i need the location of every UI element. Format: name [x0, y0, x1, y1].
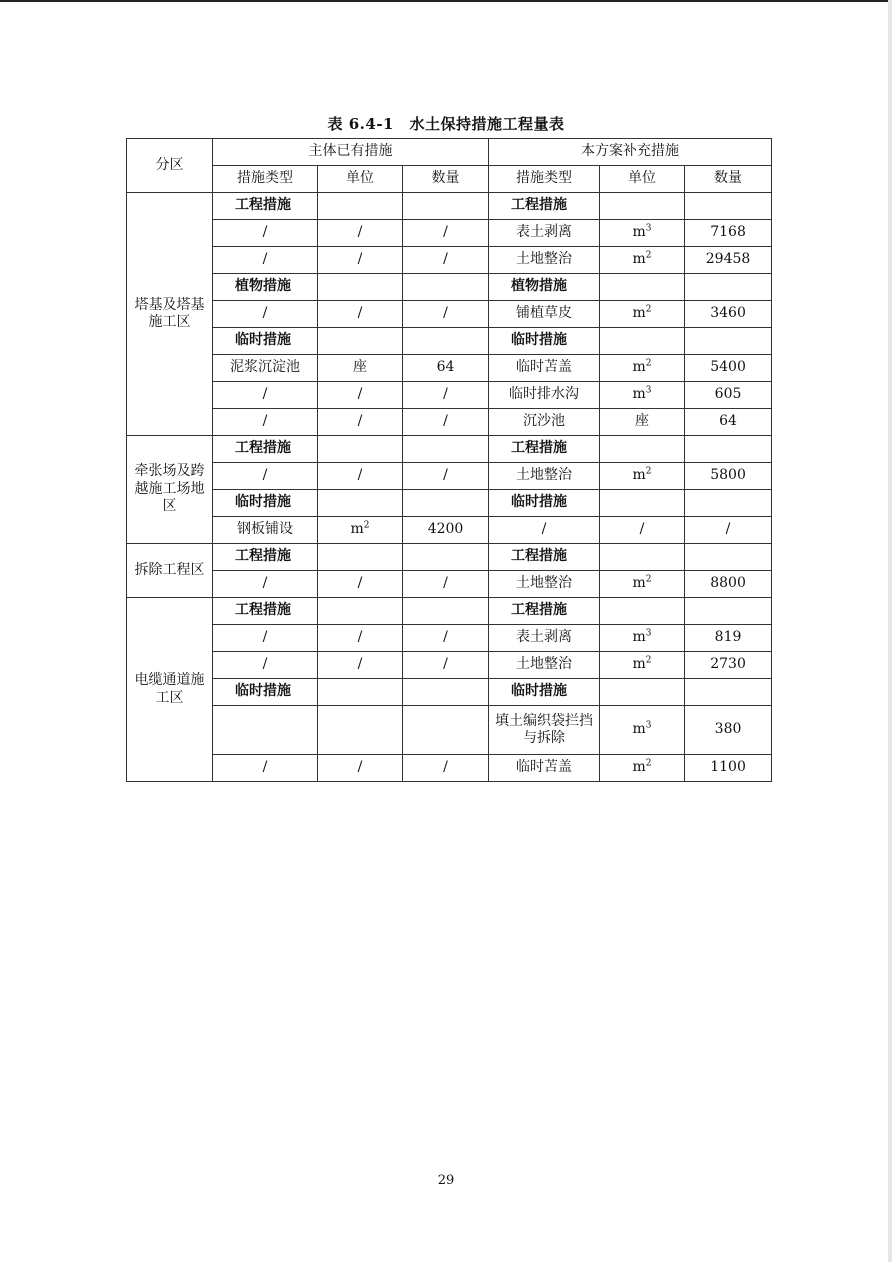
existing-quantity [403, 490, 489, 517]
existing-unit [318, 706, 403, 755]
existing-unit [318, 436, 403, 463]
header-supplement-measures: 本方案补充措施 [489, 139, 772, 166]
table-row [127, 463, 772, 490]
existing-unit: / [318, 409, 403, 436]
supplement-quantity: 1100 [685, 755, 772, 782]
header-supplement-type: 措施类型 [489, 166, 600, 193]
existing-unit [318, 328, 403, 355]
supplement-measure-type: 土地整治 [489, 463, 600, 490]
top-border-line [0, 0, 892, 2]
existing-measure-type: / [213, 409, 318, 436]
supplement-quantity: 2730 [685, 652, 772, 679]
supplement-measure-type: / [489, 517, 600, 544]
table-row [127, 517, 772, 544]
existing-measure-type [213, 706, 318, 755]
zone-name: 牵张场及跨越施工场地区 [127, 436, 213, 544]
supplement-unit [600, 193, 685, 220]
zone-name: 塔基及塔基施工区 [127, 193, 213, 436]
supplement-unit: $m^2$ [600, 355, 685, 382]
supplement-measure-type: 植物措施 [489, 274, 600, 301]
supplement-measure-type: 工程措施 [489, 436, 600, 463]
existing-unit: $m^2$ [318, 517, 403, 544]
existing-measure-type: 临时措施 [213, 679, 318, 706]
existing-unit [318, 544, 403, 571]
header-existing-unit: 单位 [318, 166, 403, 193]
existing-quantity [403, 436, 489, 463]
supplement-quantity [685, 679, 772, 706]
existing-quantity [403, 328, 489, 355]
existing-unit [318, 274, 403, 301]
existing-quantity: / [403, 247, 489, 274]
category-row [127, 598, 772, 625]
header-existing-measures: 主体已有措施 [213, 139, 489, 166]
table-title: 表 6.4-1 水土保持措施工程量表 [327, 115, 565, 133]
table-row [127, 755, 772, 782]
existing-quantity: / [403, 625, 489, 652]
supplement-quantity: 7168 [685, 220, 772, 247]
page-edge-shadow [888, 0, 892, 1262]
supplement-unit [600, 679, 685, 706]
table-row [127, 382, 772, 409]
zone-name: 拆除工程区 [127, 544, 213, 598]
table-body [127, 139, 772, 782]
existing-quantity [403, 706, 489, 755]
existing-quantity [403, 544, 489, 571]
supplement-unit: $m^3$ [600, 382, 685, 409]
table-row [127, 220, 772, 247]
category-row [127, 544, 772, 571]
existing-quantity: / [403, 463, 489, 490]
supplement-quantity: / [685, 517, 772, 544]
supplement-measure-type: 工程措施 [489, 598, 600, 625]
supplement-unit: $m^2$ [600, 301, 685, 328]
existing-measure-type: 临时措施 [213, 328, 318, 355]
existing-unit [318, 490, 403, 517]
supplement-measure-type: 临时措施 [489, 679, 600, 706]
existing-quantity: / [403, 652, 489, 679]
supplement-quantity [685, 193, 772, 220]
supplement-quantity [685, 274, 772, 301]
existing-unit: / [318, 463, 403, 490]
header-supplement-quantity: 数量 [685, 166, 772, 193]
table-row [127, 409, 772, 436]
existing-unit: / [318, 571, 403, 598]
existing-measure-type: 钢板铺设 [213, 517, 318, 544]
existing-measure-type: / [213, 220, 318, 247]
existing-unit: / [318, 301, 403, 328]
supplement-quantity [685, 436, 772, 463]
supplement-quantity [685, 598, 772, 625]
supplement-unit: $m^2$ [600, 652, 685, 679]
header-existing-quantity: 数量 [403, 166, 489, 193]
existing-measure-type: / [213, 463, 318, 490]
existing-measure-type: / [213, 755, 318, 782]
existing-unit: / [318, 247, 403, 274]
supplement-unit [600, 490, 685, 517]
existing-measure-type: 植物措施 [213, 274, 318, 301]
existing-unit: / [318, 220, 403, 247]
existing-measure-type: / [213, 382, 318, 409]
category-row [127, 436, 772, 463]
existing-unit: 座 [318, 355, 403, 382]
supplement-measure-type: 表土剥离 [489, 220, 600, 247]
table-row [127, 301, 772, 328]
supplement-measure-type: 工程措施 [489, 544, 600, 571]
supplement-measure-type: 工程措施 [489, 193, 600, 220]
header-row-group [127, 139, 772, 166]
existing-unit: / [318, 625, 403, 652]
existing-measure-type: 工程措施 [213, 544, 318, 571]
category-row [127, 490, 772, 517]
supplement-measure-type: 临时苫盖 [489, 355, 600, 382]
existing-measure-type: 临时措施 [213, 490, 318, 517]
supplement-quantity [685, 544, 772, 571]
table-row [127, 571, 772, 598]
existing-measure-type: 工程措施 [213, 193, 318, 220]
supplement-measure-type: 填土编织袋拦挡与拆除 [489, 706, 600, 755]
supplement-quantity [685, 490, 772, 517]
existing-measure-type: 工程措施 [213, 436, 318, 463]
supplement-measure-type: 临时措施 [489, 490, 600, 517]
header-supplement-unit: 单位 [600, 166, 685, 193]
supplement-quantity: 380 [685, 706, 772, 755]
existing-unit [318, 193, 403, 220]
page-number: 29 [437, 1173, 455, 1188]
supplement-measure-type: 沉沙池 [489, 409, 600, 436]
supplement-measure-type: 铺植草皮 [489, 301, 600, 328]
supplement-unit: $m^2$ [600, 571, 685, 598]
zone-name: 电缆通道施工区 [127, 598, 213, 782]
supplement-measure-type: 土地整治 [489, 652, 600, 679]
existing-quantity: / [403, 301, 489, 328]
header-existing-type: 措施类型 [213, 166, 318, 193]
table-row [127, 652, 772, 679]
table-row [127, 355, 772, 382]
table-row [127, 247, 772, 274]
table-row [127, 625, 772, 652]
supplement-unit: $m^3$ [600, 706, 685, 755]
supplement-unit: 座 [600, 409, 685, 436]
supplement-unit: $m^2$ [600, 247, 685, 274]
supplement-unit [600, 328, 685, 355]
existing-quantity: 64 [403, 355, 489, 382]
existing-quantity: 4200 [403, 517, 489, 544]
existing-unit: / [318, 755, 403, 782]
supplement-quantity: 8800 [685, 571, 772, 598]
existing-quantity: / [403, 571, 489, 598]
header-zone: 分区 [127, 139, 213, 193]
header-row-columns [127, 166, 772, 193]
supplement-measure-type: 土地整治 [489, 247, 600, 274]
category-row [127, 679, 772, 706]
existing-quantity [403, 598, 489, 625]
supplement-quantity: 5800 [685, 463, 772, 490]
supplement-quantity: 819 [685, 625, 772, 652]
table-row [127, 706, 772, 755]
supplement-unit: $m^2$ [600, 463, 685, 490]
supplement-unit [600, 274, 685, 301]
supplement-quantity: 3460 [685, 301, 772, 328]
existing-measure-type: / [213, 301, 318, 328]
supplement-unit: $m^3$ [600, 220, 685, 247]
existing-quantity: / [403, 409, 489, 436]
existing-measure-type: / [213, 247, 318, 274]
supplement-quantity: 29458 [685, 247, 772, 274]
supplement-unit: $m^3$ [600, 625, 685, 652]
supplement-quantity: 5400 [685, 355, 772, 382]
supplement-quantity: 605 [685, 382, 772, 409]
existing-quantity [403, 679, 489, 706]
existing-quantity: / [403, 220, 489, 247]
category-row [127, 328, 772, 355]
supplement-measure-type: 临时排水沟 [489, 382, 600, 409]
category-row [127, 193, 772, 220]
existing-measure-type: / [213, 625, 318, 652]
supplement-quantity [685, 328, 772, 355]
supplement-quantity: 64 [685, 409, 772, 436]
existing-quantity [403, 274, 489, 301]
supplement-unit: $m^2$ [600, 755, 685, 782]
existing-measure-type: 泥浆沉淀池 [213, 355, 318, 382]
supplement-unit [600, 436, 685, 463]
category-row [127, 274, 772, 301]
measures-table [126, 138, 772, 782]
supplement-measure-type: 表土剥离 [489, 625, 600, 652]
existing-quantity: / [403, 382, 489, 409]
existing-unit: / [318, 382, 403, 409]
existing-measure-type: / [213, 652, 318, 679]
existing-quantity [403, 193, 489, 220]
supplement-measure-type: 临时措施 [489, 328, 600, 355]
existing-unit [318, 679, 403, 706]
supplement-unit [600, 544, 685, 571]
supplement-measure-type: 临时苫盖 [489, 755, 600, 782]
existing-measure-type: 工程措施 [213, 598, 318, 625]
existing-unit [318, 598, 403, 625]
existing-unit: / [318, 652, 403, 679]
supplement-unit [600, 598, 685, 625]
supplement-measure-type: 土地整治 [489, 571, 600, 598]
existing-quantity: / [403, 755, 489, 782]
supplement-unit: / [600, 517, 685, 544]
existing-measure-type: / [213, 571, 318, 598]
